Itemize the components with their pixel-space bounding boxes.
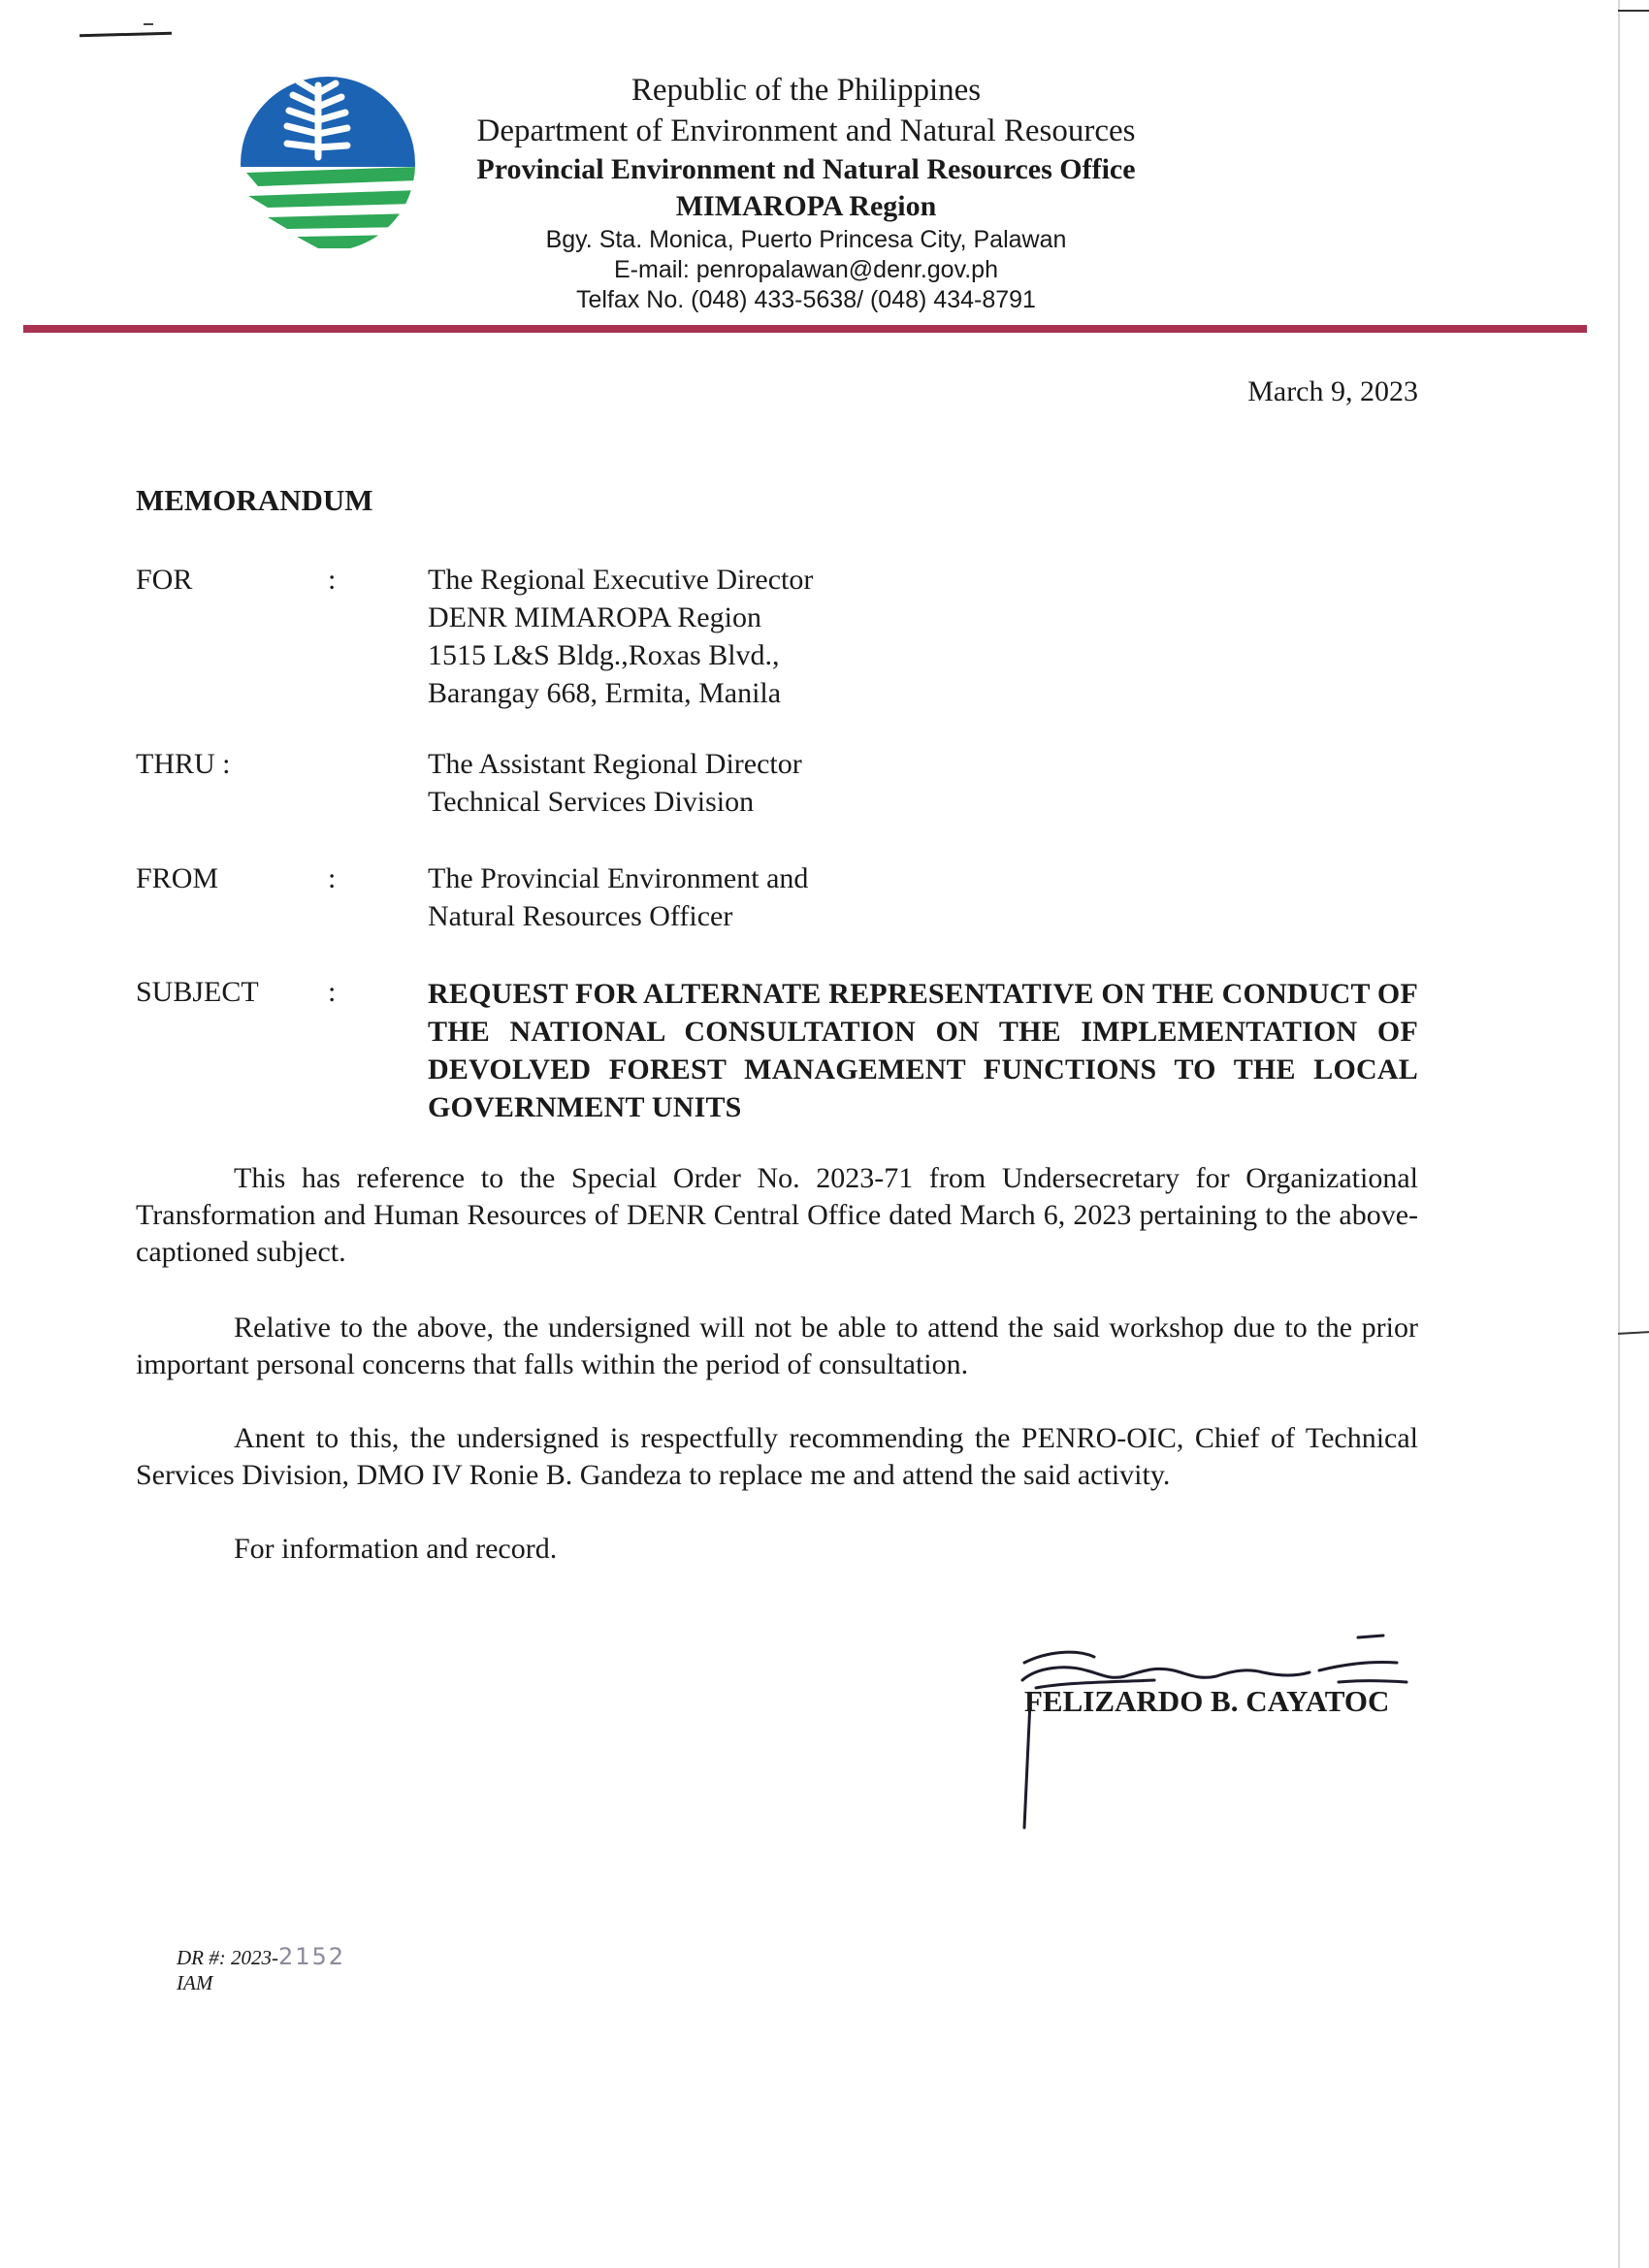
for-value <box>428 561 1417 712</box>
for-label: FOR <box>136 564 193 596</box>
letterhead-republic: Republic of the Philippines <box>630 73 982 108</box>
for-line: The Regional Executive Director <box>428 564 814 596</box>
scan-mark <box>80 32 172 37</box>
dr-handwritten-number: 2152 <box>277 1943 346 1970</box>
letterhead-office: Provincial Environment nd Natural Resources Office <box>476 153 1136 185</box>
letterhead-department: Department of Environment and Natural Resources <box>476 113 1136 148</box>
body-paragraph-3: Anent to this, the undersigned is respectfully recommending the PENRO-OIC, Chief of Technical Services Division, DMO IV Ronie B. Gandeza to replace me and attend the said activity. <box>136 1422 1418 1491</box>
letterhead-email: E-mail: penropalawan@denr.gov.ph <box>614 256 998 283</box>
page-edge <box>1618 0 1620 2268</box>
letterhead-telfax: Telfax No. (048) 433-5638/ (048) 434-8791 <box>576 286 1036 313</box>
memo-date: March 9, 2023 <box>1247 375 1418 407</box>
denr-logo-icon <box>239 72 417 256</box>
thru-value <box>428 745 1417 821</box>
dr-number-row <box>177 1944 345 1970</box>
scan-mark <box>1618 1331 1649 1335</box>
for-line: 1515 L&S Bldg.,Roxas Blvd., <box>428 639 780 671</box>
from-line: The Provincial Environment and <box>428 862 809 894</box>
thru-line: Technical Services Division <box>428 786 755 818</box>
signatory-name: FELIZARDO B. CAYATOC <box>1024 1684 1390 1718</box>
dr-reference <box>177 1944 345 1995</box>
letterhead-region: MIMAROPA Region <box>675 190 937 222</box>
subject-colon: : <box>328 976 337 1008</box>
subject-label: SUBJECT <box>136 976 259 1008</box>
memo-title: MEMORANDUM <box>136 483 373 517</box>
scan-mark <box>1618 10 1649 12</box>
body-paragraph-4: For information and record. <box>234 1533 558 1565</box>
dr-label: DR #: 2023- <box>177 1946 278 1969</box>
thru-line: The Assistant Regional Director <box>428 748 802 780</box>
thru-label: THRU : <box>136 748 231 780</box>
letterhead-rule <box>23 325 1587 333</box>
for-line: Barangay 668, Ermita, Manila <box>428 677 782 709</box>
scan-mark <box>144 23 153 25</box>
from-value <box>428 859 1417 935</box>
from-colon: : <box>328 862 337 894</box>
for-colon: : <box>328 564 337 596</box>
signature-icon <box>1009 1612 1436 1845</box>
letterhead-address: Bgy. Sta. Monica, Puerto Princesa City, Palawan <box>545 226 1067 253</box>
from-line: Natural Resources Officer <box>428 900 733 932</box>
subject-text: REQUEST FOR ALTERNATE REPRESENTATIVE ON THE CONDUCT OF THE NATIONAL CONSULTATION ON THE IMPLEMENTATION OF DEVOLVED FOREST MANAGEMENT FUNCTIONS TO THE LOCAL GOVERNMENT UNITS <box>428 978 1418 1123</box>
body-paragraph-2: Relative to the above, the undersigned will not be able to attend the said workshop due to the prior important personal concerns that falls within the period of consultation. <box>136 1312 1418 1380</box>
from-label: FROM <box>136 862 219 894</box>
body-paragraph-1: This has reference to the Special Order No. 2023-71 from Undersecretary for Organizational Transformation and Human Resources of DENR Central Office dated March 6, 2023 pertaining to the above-captioned subject. <box>136 1162 1418 1268</box>
initials: IAM <box>177 1971 213 1994</box>
for-line: DENR MIMAROPA Region <box>428 601 761 633</box>
letterhead <box>423 70 1189 315</box>
